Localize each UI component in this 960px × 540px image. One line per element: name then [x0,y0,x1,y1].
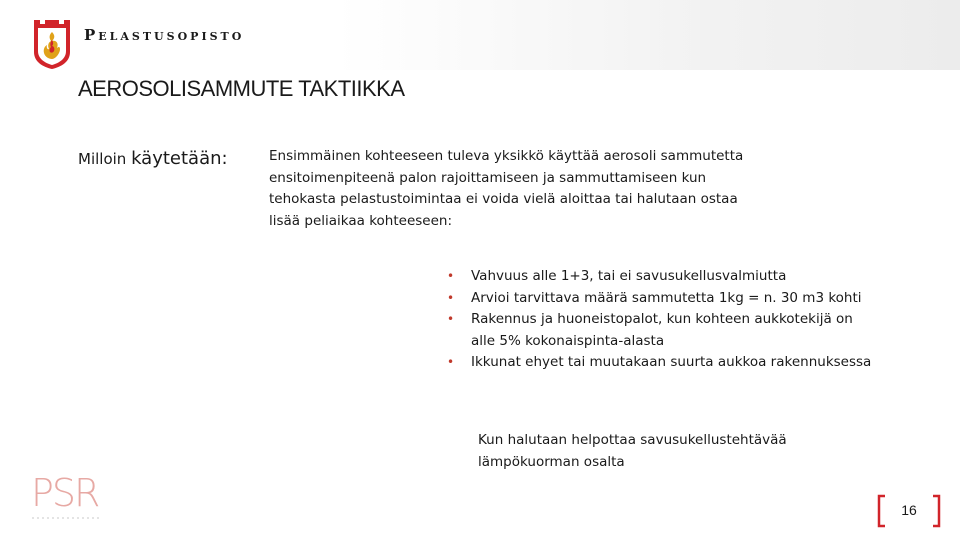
when-label-large: käytetään: [131,148,228,169]
list-item [447,288,872,310]
page-number: 16 [901,502,917,518]
org-name: Pelastusopisto [84,26,245,44]
bullet-text: Arvioi tarvittava määrä sammutetta 1kg = n. 30 m3 kohti [471,289,862,306]
psr-logo-text: PSR [31,471,99,515]
when-label-small: Milloin [78,150,127,168]
bullet-text: Vahvuus alle 1+3, tai ei savusukellusvalmiutta [471,268,787,284]
when-label [78,148,228,169]
page-title: AEROSOLISAMMUTE TAKTIIKKA [78,76,405,101]
list-item [447,309,872,352]
bullet-icon: • [447,269,455,283]
intro-paragraph: Ensimmäinen kohteeseen tuleva yksikkö käyttää aerosoli sammutetta ensitoimenpiteenä palon rajoittamiseen ja sammuttamiseen kun tehokasta pelastustoimintaa ei voida vielä aloittaa tai halutaan ostaa lisää peliaikaa kohteeseen: [269,148,744,229]
bullet-icon: • [447,290,455,305]
bullet-icon: • [447,312,455,326]
bullet-text: Rakennus ja huoneistopalot, kun kohteen aukkotekijä on alle 5% kokonaispinta-alasta [471,311,853,349]
list-item [447,352,872,374]
psr-logo-icon [30,470,104,522]
outro-paragraph: Kun halutaan helpottaa savusukellustehtävää lämpökuorman osalta [478,432,787,470]
bullet-text: Ikkunat ehyet tai muutakaan suurta aukkoa rakennuksessa [471,354,872,370]
bullet-icon: • [447,355,455,369]
bullet-list [447,266,872,374]
list-item [447,266,872,288]
pelastusopisto-crest-icon [32,18,72,70]
page-number-box [876,494,942,528]
